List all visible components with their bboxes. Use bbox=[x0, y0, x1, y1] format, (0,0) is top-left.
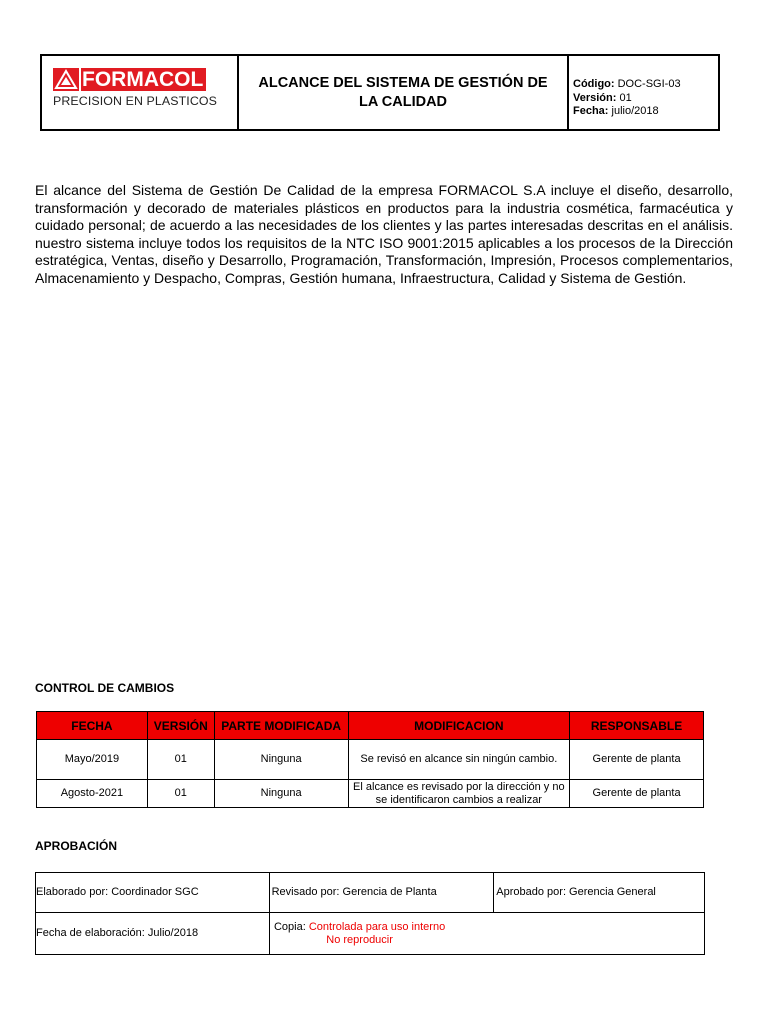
cell-modification: El alcance es revisado por la dirección y no se identificaron cambios a realizar bbox=[348, 780, 570, 808]
cell-date: Agosto-2021 bbox=[37, 780, 148, 808]
copy-label: Copia: bbox=[273, 920, 306, 933]
date-value: julio/2018 bbox=[611, 105, 659, 117]
copy-status-block bbox=[270, 921, 450, 947]
cell-responsible: Gerente de planta bbox=[570, 780, 704, 808]
copy-status-cell bbox=[269, 913, 704, 955]
col-header-date: FECHA bbox=[37, 712, 148, 740]
cell-part: Ninguna bbox=[214, 740, 348, 780]
cell-version: 01 bbox=[147, 740, 214, 780]
col-header-modification: MODIFICACION bbox=[348, 712, 570, 740]
cell-part: Ninguna bbox=[214, 780, 348, 808]
company-logo bbox=[53, 68, 217, 108]
approval-table bbox=[35, 872, 705, 955]
reviewed-by: Revisado por: Gerencia de Planta bbox=[269, 873, 494, 913]
logo-triangle-icon bbox=[53, 68, 79, 91]
cell-version: 01 bbox=[147, 780, 214, 808]
logo-tagline: PRECISION EN PLASTICOS bbox=[53, 94, 218, 108]
approval-row bbox=[36, 873, 705, 913]
copy-controlled: Controlada para uso interno bbox=[308, 920, 446, 933]
col-header-responsible: RESPONSABLE bbox=[570, 712, 704, 740]
date-line bbox=[573, 105, 718, 119]
changes-table bbox=[36, 711, 704, 808]
approval-row bbox=[36, 913, 705, 955]
approval-section-title: APROBACIÓN bbox=[35, 839, 118, 853]
logo-brand-text: FORMACOL bbox=[81, 68, 206, 91]
col-header-version: VERSIÓN bbox=[147, 712, 214, 740]
approved-by: Aprobado por: Gerencia General bbox=[494, 873, 705, 913]
code-line bbox=[573, 78, 718, 92]
version-line bbox=[573, 92, 718, 106]
preparation-date: Fecha de elaboración: Julio/2018 bbox=[36, 913, 270, 955]
changes-section-title: CONTROL DE CAMBIOS bbox=[35, 681, 175, 695]
document-header bbox=[40, 54, 720, 131]
cell-responsible: Gerente de planta bbox=[570, 740, 704, 780]
col-header-part: PARTE MODIFICADA bbox=[214, 712, 348, 740]
code-label: Código: bbox=[573, 78, 615, 90]
version-label: Versión: bbox=[573, 91, 617, 104]
cell-modification: Se revisó en alcance sin ningún cambio. bbox=[348, 740, 570, 780]
table-row bbox=[37, 740, 704, 780]
table-row bbox=[37, 780, 704, 808]
cell-date: Mayo/2019 bbox=[37, 740, 148, 780]
document-metadata bbox=[569, 56, 718, 129]
date-label: Fecha: bbox=[573, 105, 609, 117]
scope-paragraph: El alcance del Sistema de Gestión De Calidad de la empresa FORMACOL S.A incluye el diseño, desarrollo, transformación y decorado de materiales plásticos en productos para la industria cosmética, farmacéutica y cuidado personal; de acuerdo a las necesidades de los clientes y las partes interesadas descritas en el análisis. nuestro sistema incluye todos los requisitos de la NTC ISO 9001:2015 aplicables a los procesos de la Dirección estratégica, Ventas, diseño y Desarrollo, Programación, Transformación, Impresión, Procesos complementarios, Almacenamiento y Despacho, Compras, Gestión humana, Infraestructura, Calidad y Sistema de Gestión. bbox=[35, 182, 733, 286]
prepared-by: Elaborado por: Coordinador SGC bbox=[36, 873, 270, 913]
changes-header-row bbox=[37, 712, 704, 740]
document-title: ALCANCE DEL SISTEMA DE GESTIÓN DE LA CALIDAD bbox=[239, 56, 569, 129]
logo-cell bbox=[42, 56, 239, 129]
code-value: DOC-SGI-03 bbox=[617, 78, 681, 90]
copy-no-reproduce: No reproducir bbox=[326, 933, 393, 946]
version-value: 01 bbox=[619, 91, 632, 104]
